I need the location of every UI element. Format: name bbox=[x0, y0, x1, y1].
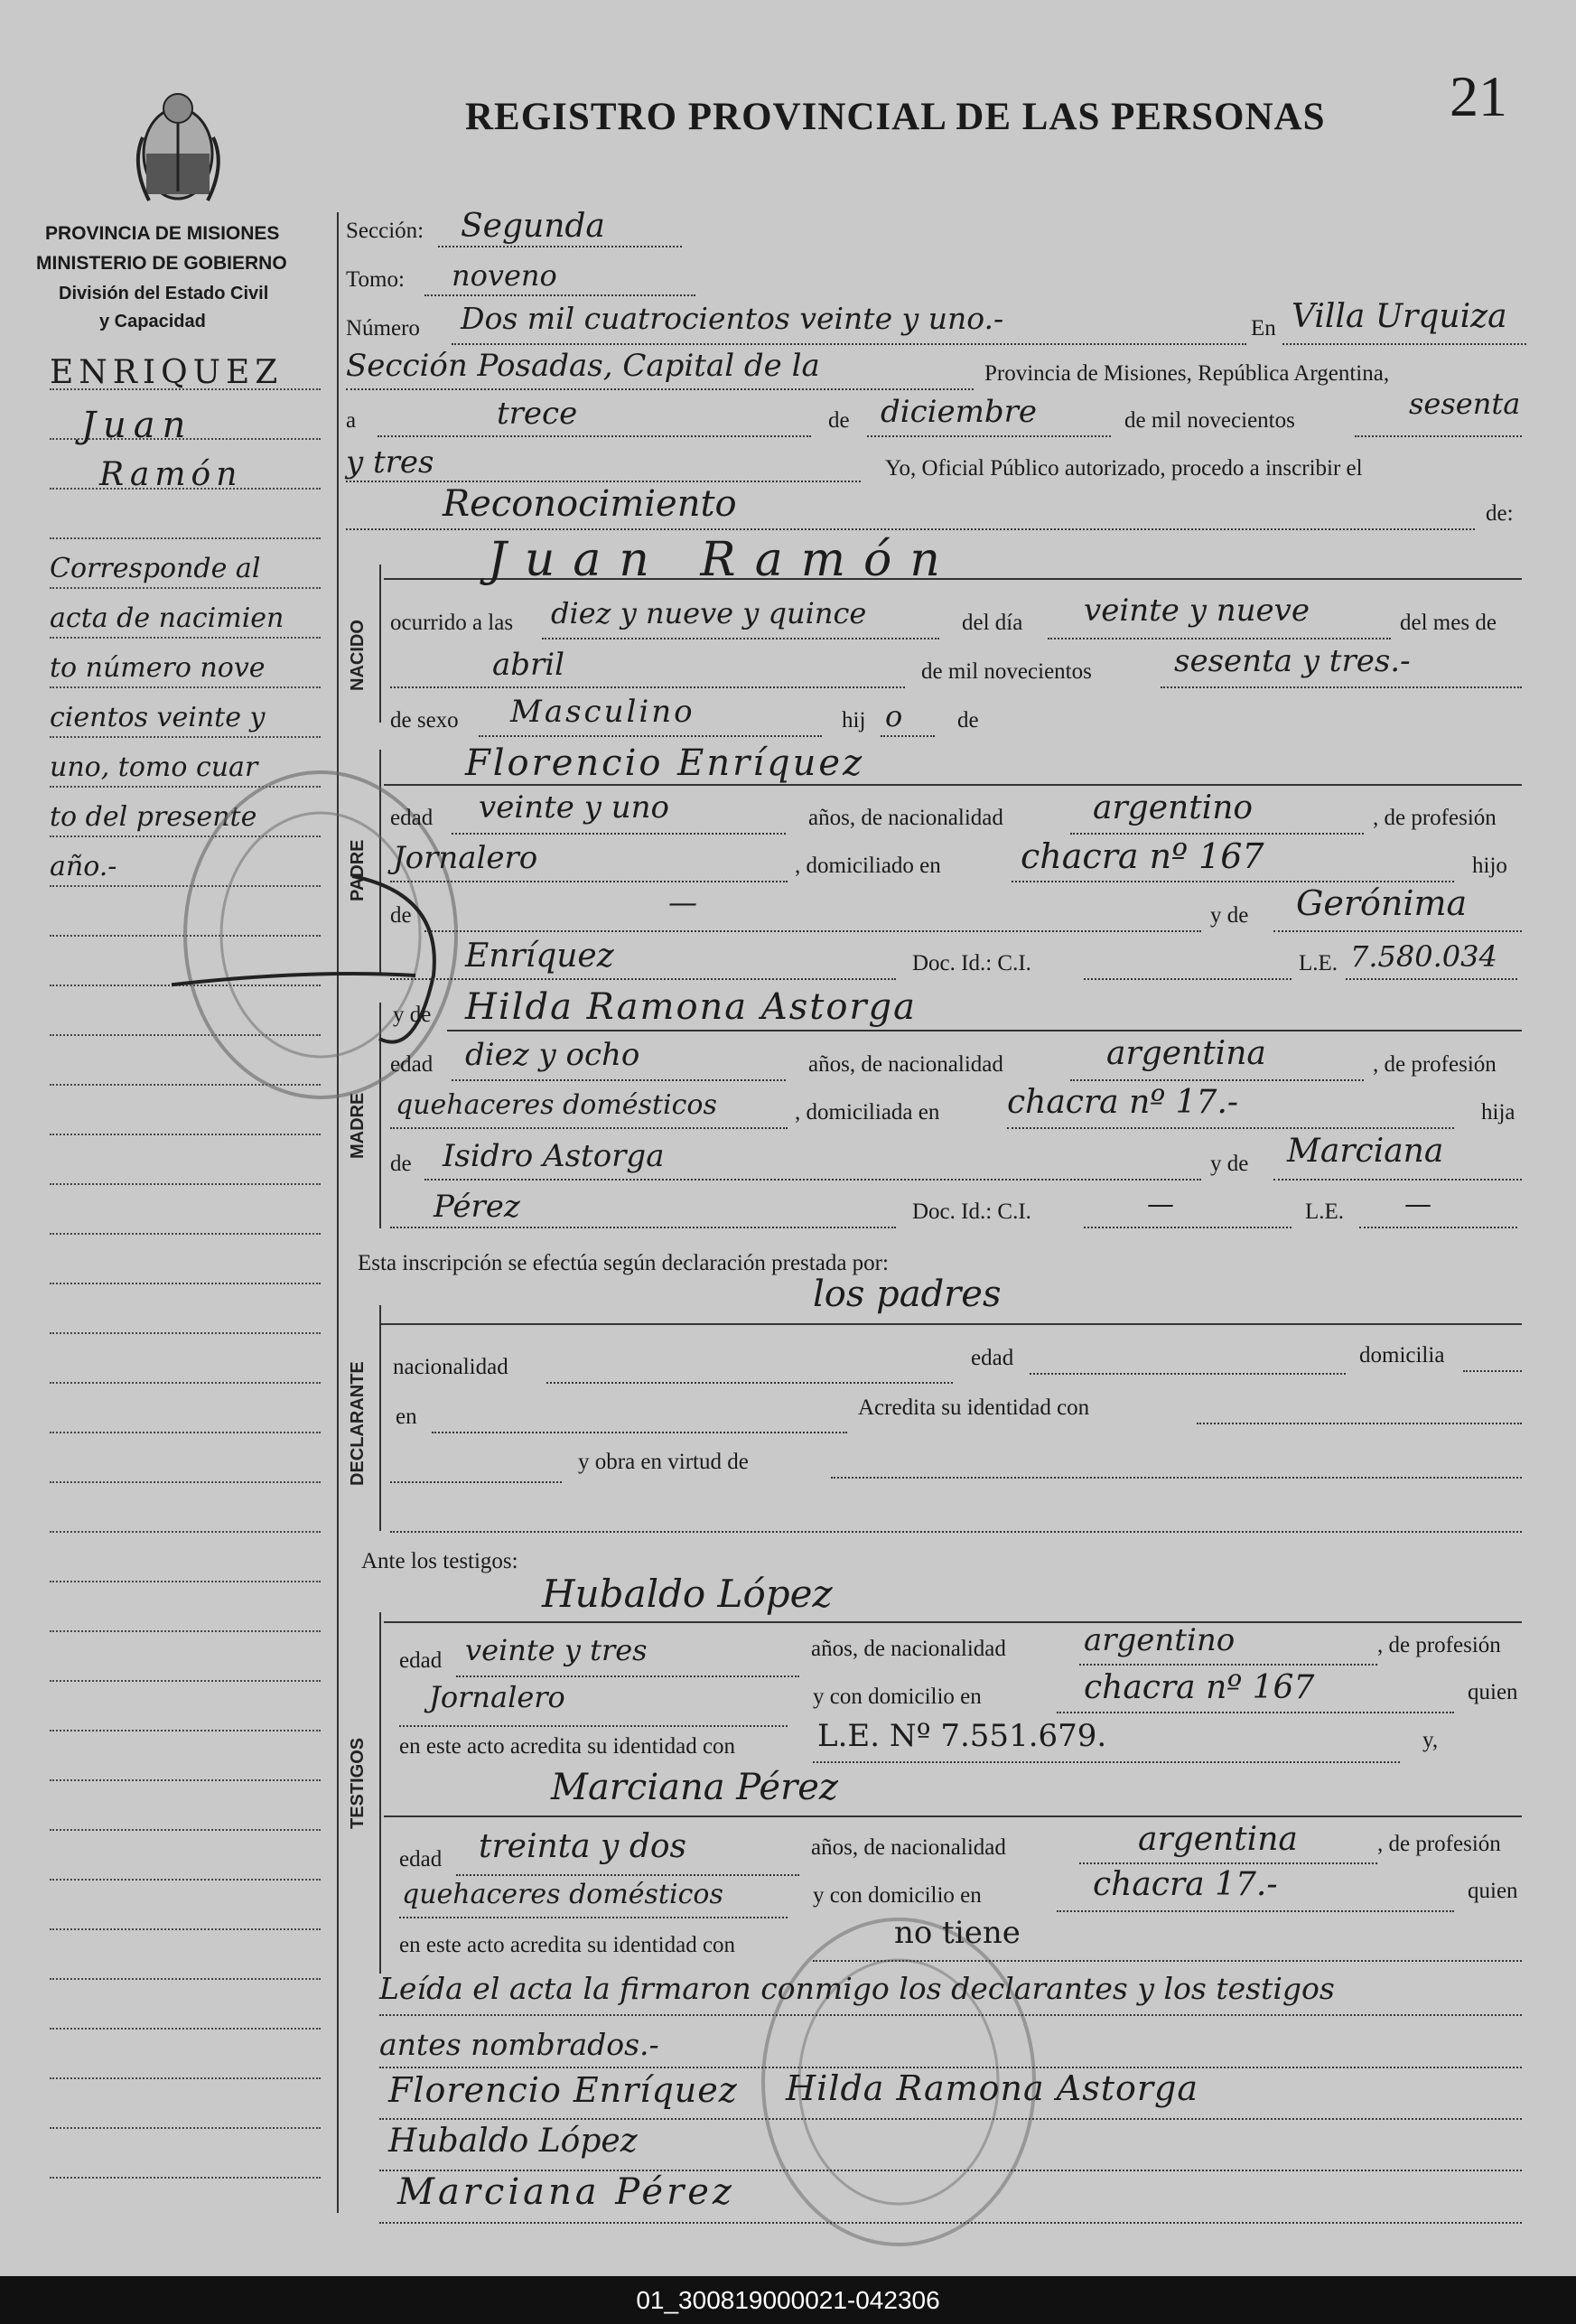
section-label-declarante: DECLARANTE bbox=[348, 1361, 368, 1486]
padre-y-de-label: y de bbox=[1210, 903, 1249, 928]
declarante-en-line bbox=[432, 1432, 847, 1433]
margin-line bbox=[50, 1531, 321, 1533]
margin-line bbox=[50, 1382, 321, 1384]
margin-line bbox=[50, 1283, 321, 1284]
day-value: trece bbox=[497, 396, 578, 432]
margin-name-1: Juan bbox=[81, 405, 193, 446]
hijo-label: hij bbox=[842, 708, 866, 733]
w1-edad-value: veinte y tres bbox=[465, 1633, 648, 1667]
officer-text: Yo, Oficial Público autorizado, procedo a inscribir el bbox=[885, 456, 1363, 481]
signature-line bbox=[379, 2222, 1522, 2224]
image-caption: 01_300819000021-042306 bbox=[0, 2276, 1576, 2324]
w2-edad-label: edad bbox=[399, 1847, 443, 1871]
testigos-intro: Ante los testigos: bbox=[361, 1549, 518, 1573]
margin-line bbox=[50, 537, 321, 539]
w1-dom-value: chacra nº 167 bbox=[1084, 1669, 1315, 1706]
declarante-en-label: en bbox=[396, 1405, 417, 1429]
margin-line bbox=[50, 2028, 321, 2030]
declarante-edad-line bbox=[1030, 1373, 1346, 1375]
madre-y-de-label: y de bbox=[393, 1003, 432, 1027]
declarante-acredita-line bbox=[1197, 1423, 1522, 1424]
w1-nac-value: argentino bbox=[1084, 1622, 1236, 1658]
nacido-de-label: de bbox=[957, 708, 979, 733]
hijo-suffix: o bbox=[885, 699, 903, 733]
madre-edad-line bbox=[452, 1079, 786, 1081]
w2-dom-line bbox=[1057, 1910, 1454, 1912]
padre-edad-value: veinte y uno bbox=[479, 789, 669, 826]
sexo-line bbox=[479, 735, 822, 737]
margin-line bbox=[50, 1332, 321, 1334]
padre-mother2-line bbox=[390, 978, 896, 980]
ocurrido-label: ocurrido a las bbox=[390, 611, 514, 635]
w1-nac-label: años, de nacionalidad bbox=[811, 1637, 1006, 1661]
nacido-month-line bbox=[390, 686, 905, 688]
month-value: diciembre bbox=[881, 394, 1038, 430]
w2-dom-label: y con domicilio en bbox=[813, 1883, 982, 1908]
seccion-line bbox=[438, 246, 682, 247]
madre-father-value: Isidro Astorga bbox=[443, 1138, 665, 1174]
declarante-edad-label: edad bbox=[971, 1346, 1014, 1370]
madre-mother-line bbox=[1273, 1179, 1522, 1181]
madre-hija-label: hija bbox=[1481, 1100, 1515, 1125]
margin-line bbox=[50, 2127, 321, 2129]
w1-prof-line bbox=[399, 1725, 788, 1727]
nacido-name-value: Juan Ramón bbox=[488, 533, 958, 587]
w1-id-value: L.E. Nº 7.551.679. bbox=[817, 1718, 1107, 1754]
sexo-value: Masculino bbox=[510, 694, 695, 730]
del-dia-label: del día bbox=[962, 611, 1023, 635]
left-column-border bbox=[337, 212, 339, 2213]
del-mes-label: del mes de bbox=[1400, 611, 1497, 635]
signature-mother: Hilda Ramona Astorga bbox=[786, 2068, 1198, 2108]
en-line bbox=[1282, 343, 1526, 345]
w1-dom-line bbox=[1057, 1712, 1454, 1713]
margin-line bbox=[50, 1233, 321, 1235]
madre-name-value: Hilda Ramona Astorga bbox=[465, 986, 917, 1028]
madre-prof-line bbox=[390, 1127, 788, 1129]
day-line bbox=[378, 435, 811, 437]
margin-line bbox=[50, 1978, 321, 1980]
madre-y-de-label-2: y de bbox=[1210, 1152, 1249, 1176]
margin-note-line: Corresponde al bbox=[50, 553, 261, 584]
madre-doc-label: Doc. Id.: C.I. bbox=[912, 1199, 1031, 1224]
madre-dom-value: chacra nº 17.- bbox=[1007, 1084, 1239, 1121]
margin-note-line: to número nove bbox=[50, 652, 266, 684]
time-line bbox=[542, 638, 939, 639]
w2-prof-line bbox=[399, 1917, 788, 1918]
org-line-4: y Capacidad bbox=[99, 312, 206, 331]
provincia-text: Provincia de Misiones, República Argentina, bbox=[984, 361, 1390, 386]
padre-dom-label: , domiciliado en bbox=[795, 854, 941, 878]
w2-nac-label: años, de nacionalidad bbox=[811, 1835, 1006, 1860]
madre-de-label: de bbox=[390, 1152, 412, 1176]
document-title: REGISTRO PROVINCIAL DE LAS PERSONAS bbox=[465, 96, 1326, 138]
nacido-month-value: abril bbox=[492, 647, 565, 683]
numero-label: Número bbox=[346, 316, 420, 341]
w1-edad-line bbox=[456, 1675, 799, 1677]
margin-line bbox=[50, 2177, 321, 2179]
w2-prof-value: quehaceres domésticos bbox=[402, 1879, 723, 1910]
declaracion-by-line bbox=[379, 1323, 1522, 1325]
padre-le-label: L.E. bbox=[1299, 951, 1338, 975]
time-value: diez y nueve y quince bbox=[551, 596, 867, 630]
nacido-bracket bbox=[379, 565, 381, 723]
padre-doc-line bbox=[1084, 978, 1292, 980]
folio-number: 21 bbox=[1450, 64, 1507, 128]
madre-prof-value: quehaceres domésticos bbox=[396, 1089, 717, 1121]
margin-line bbox=[50, 1928, 321, 1930]
padre-prof-line bbox=[390, 881, 788, 882]
margin-line bbox=[50, 1432, 321, 1433]
madre-nac-label: años, de nacionalidad bbox=[808, 1052, 1003, 1077]
padre-nac-label: años, de nacionalidad bbox=[808, 806, 1003, 830]
madre-le-label: L.E. bbox=[1305, 1199, 1345, 1224]
seccion-label: Sección: bbox=[346, 219, 424, 243]
declarante-obra-line bbox=[831, 1477, 1522, 1479]
w2-edad-value: treinta y dos bbox=[479, 1828, 687, 1865]
declarante-acredita-label: Acredita su identidad con bbox=[858, 1395, 1090, 1420]
place-value: Villa Urquiza bbox=[1292, 298, 1507, 335]
seccion-value: Segunda bbox=[461, 208, 605, 245]
padre-edad-line bbox=[452, 833, 786, 835]
w2-name-line bbox=[384, 1815, 1522, 1817]
en-label: En bbox=[1251, 316, 1276, 341]
w2-dom-value: chacra 17.- bbox=[1093, 1866, 1278, 1903]
w1-dom-label: y con domicilio en bbox=[813, 1685, 982, 1709]
margin-note-line: to del presente bbox=[50, 801, 257, 833]
declarante-obra-pre-line bbox=[390, 1481, 562, 1483]
declarante-obra-label: y obra en virtud de bbox=[578, 1450, 749, 1474]
year-prefix: de mil novecientos bbox=[1124, 408, 1295, 433]
coat-of-arms-emblem bbox=[126, 83, 230, 219]
margin-line bbox=[50, 1134, 321, 1135]
padre-nac-value: argentino bbox=[1093, 789, 1254, 826]
padre-mother-value-2: Enríquez bbox=[465, 938, 614, 975]
padre-mother-line bbox=[1273, 930, 1522, 932]
numero-line bbox=[452, 343, 1246, 345]
org-line-2: MINISTERIO DE GOBIERNO bbox=[36, 253, 287, 274]
w2-edad-line bbox=[456, 1874, 799, 1876]
year-line bbox=[1355, 435, 1522, 437]
madre-doc-value: — bbox=[1147, 1189, 1174, 1220]
w1-prof-value: Jornalero bbox=[429, 1680, 565, 1714]
madre-nac-value: argentina bbox=[1106, 1035, 1266, 1072]
section-label-padre: PADRE bbox=[348, 839, 368, 901]
w2-prof-label: , de profesión bbox=[1377, 1832, 1501, 1856]
margin-line bbox=[50, 1680, 321, 1682]
madre-mother-value: Marciana bbox=[1287, 1133, 1444, 1170]
tomo-value: noveno bbox=[452, 258, 557, 293]
w2-id-line bbox=[813, 1960, 1522, 1962]
closing-line-1 bbox=[379, 2014, 1522, 2016]
margin-line bbox=[50, 1779, 321, 1781]
declarante-dom-label: domicilia bbox=[1359, 1343, 1445, 1367]
signature-line bbox=[379, 2118, 1522, 2120]
padre-le-value: 7.580.034 bbox=[1350, 939, 1497, 974]
madre-edad-value: diez y ocho bbox=[465, 1037, 640, 1073]
nacido-year-value: sesenta y tres.- bbox=[1174, 643, 1411, 679]
org-line-1: PROVINCIA DE MISIONES bbox=[45, 223, 280, 244]
w1-prof-label: , de profesión bbox=[1377, 1633, 1501, 1657]
padre-le-line bbox=[1346, 978, 1517, 980]
margin-line bbox=[50, 1630, 321, 1632]
signature-witness-1: Hubaldo López bbox=[388, 2123, 638, 2160]
tomo-label: Tomo: bbox=[346, 267, 405, 292]
org-line-3: División del Estado Civil bbox=[59, 284, 269, 303]
w1-acredita-label: en este acto acredita su identidad con bbox=[399, 1734, 736, 1759]
w1-quien-label: quien bbox=[1468, 1680, 1518, 1704]
padre-father-value: — bbox=[668, 885, 697, 919]
margin-line bbox=[50, 2077, 321, 2079]
padre-mother-value: Gerónima bbox=[1296, 883, 1468, 923]
padre-prof-label: , de profesión bbox=[1373, 806, 1497, 830]
w1-y-label: y, bbox=[1422, 1728, 1439, 1752]
margin-note-line: acta de nacimien bbox=[50, 602, 284, 634]
margin-note-line: cientos veinte y bbox=[50, 702, 266, 733]
madre-le-line bbox=[1359, 1227, 1517, 1228]
margin-surname: ENRIQUEZ bbox=[50, 354, 284, 391]
declarante-nac-line bbox=[546, 1382, 953, 1384]
margin-line bbox=[50, 637, 321, 639]
place2-value: Sección Posadas, Capital de la bbox=[346, 348, 820, 384]
declarante-nac-label: nacionalidad bbox=[393, 1355, 508, 1379]
madre-edad-label: edad bbox=[390, 1052, 434, 1077]
margin-line bbox=[50, 1730, 321, 1731]
madre-nac-line bbox=[1070, 1079, 1364, 1081]
margin-line bbox=[50, 1481, 321, 1483]
place2-line bbox=[346, 388, 974, 390]
declarante-extra-line bbox=[390, 1531, 1522, 1533]
signature-father: Florencio Enríquez bbox=[388, 2070, 738, 2110]
w1-edad-label: edad bbox=[399, 1648, 443, 1673]
de-colon-label: de: bbox=[1486, 501, 1514, 526]
w1-nac-line bbox=[1079, 1664, 1377, 1666]
act-type-value: Reconocimiento bbox=[443, 483, 737, 525]
padre-prof-value: Jornalero bbox=[393, 840, 538, 876]
nacido-year-prefix: de mil novecientos bbox=[921, 659, 1092, 684]
w2-nac-line bbox=[1079, 1862, 1377, 1864]
margin-line bbox=[50, 1581, 321, 1582]
margin-line bbox=[50, 686, 321, 688]
margin-note-line: año.- bbox=[50, 851, 117, 882]
madre-dom-line bbox=[1007, 1127, 1454, 1129]
w2-nac-value: argentina bbox=[1138, 1821, 1298, 1858]
w1-name-line bbox=[384, 1621, 1522, 1623]
nacido-day-line bbox=[1048, 638, 1391, 639]
w2-id-value: no tiene bbox=[894, 1915, 1021, 1951]
padre-name-line bbox=[384, 784, 1522, 786]
margin-note-line: uno, tomo cuar bbox=[50, 751, 258, 783]
month-line bbox=[867, 435, 1111, 437]
padre-name-value: Florencio Enríquez bbox=[465, 742, 865, 784]
madre-dom-label: , domiciliada en bbox=[795, 1100, 940, 1125]
act-type-line bbox=[346, 528, 1475, 530]
margin-line bbox=[50, 1829, 321, 1831]
section-label-madre: MADRE bbox=[348, 1092, 368, 1159]
nacido-day-value: veinte y nueve bbox=[1084, 593, 1310, 629]
year-value: sesenta bbox=[1409, 387, 1521, 421]
madre-name-line bbox=[447, 1030, 1522, 1031]
hijo-line bbox=[881, 735, 935, 737]
madre-doc-line bbox=[1084, 1227, 1292, 1228]
year2-line bbox=[346, 481, 861, 482]
numero-value: Dos mil cuatrocientos veinte y uno.- bbox=[461, 301, 1004, 336]
w1-name-value: Hubaldo López bbox=[542, 1572, 833, 1616]
padre-father-line bbox=[424, 930, 1201, 932]
a-label: a bbox=[346, 408, 357, 433]
padre-edad-label: edad bbox=[390, 806, 434, 830]
sexo-label: de sexo bbox=[390, 708, 459, 733]
year-value-2: y tres bbox=[346, 444, 434, 481]
w2-name-value: Marciana Pérez bbox=[551, 1767, 838, 1808]
w2-acredita-label: en este acto acredita su identidad con bbox=[399, 1933, 736, 1957]
declarante-dom-line bbox=[1463, 1370, 1522, 1372]
closing-text-1: Leída el acta la firmaron conmigo los declarantes y los testigos bbox=[379, 1971, 1335, 2006]
w2-quien-label: quien bbox=[1468, 1879, 1518, 1903]
margin-name-2: Ramón bbox=[99, 456, 243, 493]
declaracion-intro: Esta inscripción se efectúa según declaración prestada por: bbox=[358, 1251, 889, 1275]
declarante-bracket bbox=[379, 1305, 381, 1531]
padre-hijo-label: hijo bbox=[1472, 854, 1507, 878]
tomo-line bbox=[424, 294, 695, 296]
padre-dom-value: chacra nº 167 bbox=[1021, 836, 1264, 876]
madre-prof-label: , de profesión bbox=[1373, 1052, 1497, 1077]
madre-le-value: — bbox=[1404, 1189, 1431, 1220]
madre-father-line bbox=[424, 1179, 1201, 1181]
testigos-bracket bbox=[379, 1612, 381, 1974]
section-label-testigos: TESTIGOS bbox=[348, 1737, 368, 1829]
section-label-nacido: NACIDO bbox=[348, 620, 368, 691]
padre-doc-label: Doc. Id.: C.I. bbox=[912, 951, 1031, 975]
padre-nac-line bbox=[1070, 833, 1364, 835]
signature-witness-2: Marciana Pérez bbox=[397, 2171, 735, 2213]
margin-line bbox=[50, 1183, 321, 1185]
madre-mother2-line bbox=[390, 1227, 896, 1228]
padre-dom-line bbox=[1012, 881, 1454, 882]
margin-line bbox=[50, 587, 321, 589]
closing-text-2: antes nombrados.- bbox=[379, 2027, 659, 2062]
padre-de-label: de bbox=[390, 903, 412, 928]
margin-line bbox=[50, 736, 321, 738]
madre-mother-value-2: Pérez bbox=[434, 1189, 520, 1225]
nacido-year-line bbox=[1161, 686, 1522, 688]
declaracion-by-value: los padres bbox=[813, 1274, 1002, 1315]
margin-line bbox=[50, 1879, 321, 1881]
de-label: de bbox=[828, 408, 850, 433]
w1-id-line bbox=[813, 1761, 1400, 1763]
